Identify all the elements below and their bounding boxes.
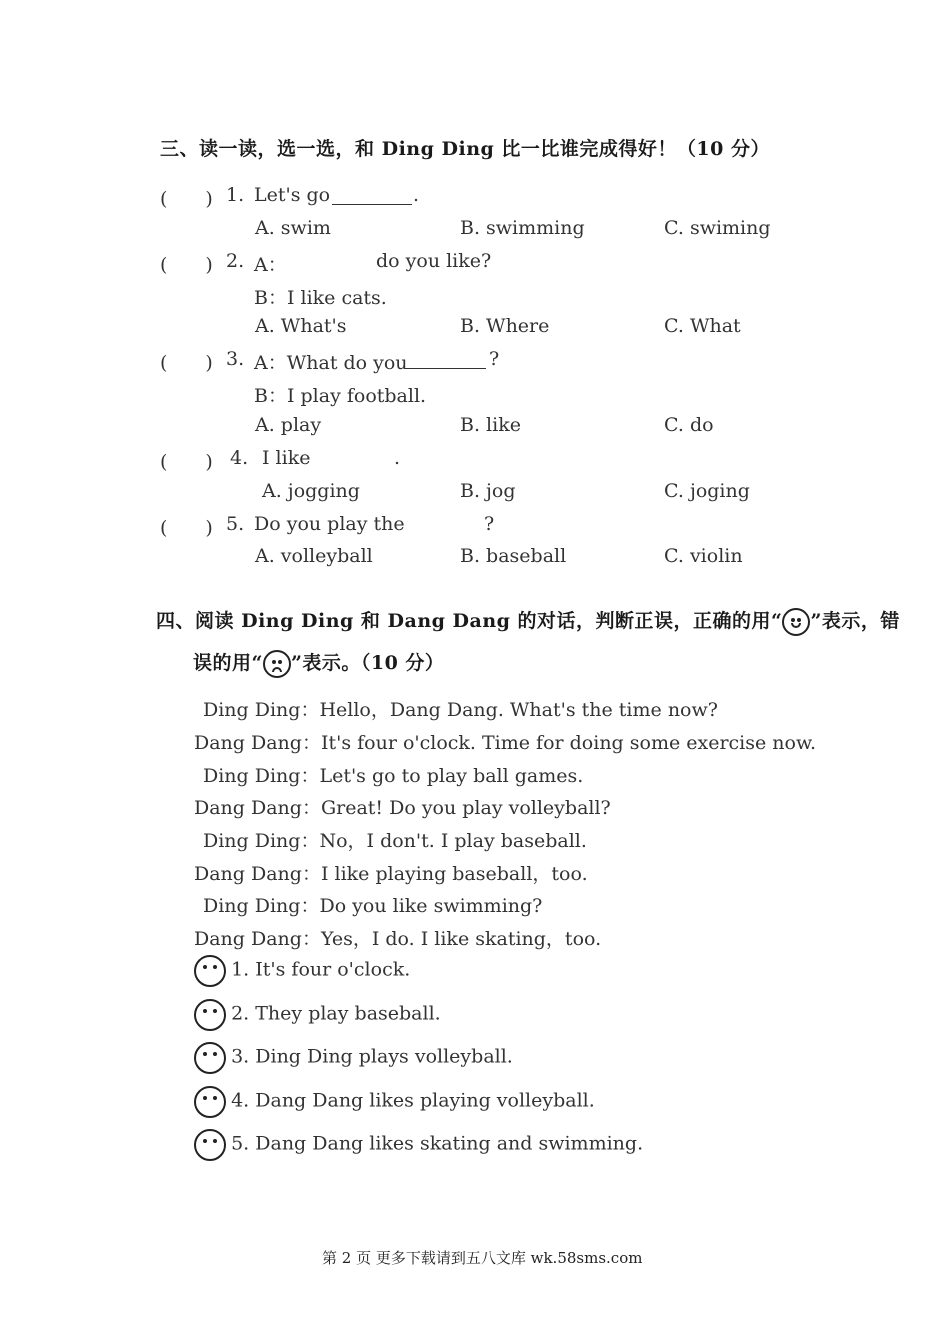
statement-row	[194, 999, 441, 1031]
statement-row	[194, 1129, 643, 1161]
answer-face-icon[interactable]	[194, 999, 226, 1031]
section-4-title-line-2	[193, 648, 444, 678]
statement-text: 1. It's four o'clock.	[231, 958, 411, 981]
dialogue-line: Ding Ding：No，I don't. I play baseball.	[203, 830, 587, 852]
statement-row	[194, 1086, 595, 1118]
question-number: 1.	[226, 184, 245, 206]
answer-paren[interactable]: ( )	[160, 254, 213, 276]
section-4-title-line-1	[156, 606, 900, 636]
answer-face-icon[interactable]	[194, 1042, 226, 1074]
dialogue-line: Dang Dang：I like playing baseball，too.	[194, 863, 588, 885]
question-number: 5.	[226, 513, 245, 535]
smiley-face-icon	[782, 608, 810, 636]
option-c[interactable]: C. What	[664, 315, 741, 337]
dialogue-line: Ding Ding：Let's go to play ball games.	[203, 765, 584, 787]
dialogue-line: Ding Ding：Do you like swimming?	[203, 895, 543, 917]
statement-row	[194, 955, 410, 987]
statement-text: 5. Dang Dang likes skating and swimming.	[231, 1132, 644, 1155]
question-number: 3.	[226, 348, 245, 370]
question-number: 4.	[230, 447, 249, 469]
sad-face-icon	[263, 650, 291, 678]
question-stem: A：	[254, 254, 287, 276]
option-b[interactable]: B. swimming	[460, 217, 585, 239]
section-4-title-part-d: ”表示。（10 分）	[290, 652, 445, 674]
option-b[interactable]: B. like	[460, 414, 521, 436]
option-c[interactable]: C. swiming	[664, 217, 771, 239]
question-line-2: B：I like cats.	[254, 287, 387, 309]
statement-row	[194, 1042, 513, 1074]
answer-paren[interactable]: ( )	[160, 451, 213, 473]
question-stem: A：What do you	[254, 352, 408, 374]
statement-text: 4. Dang Dang likes playing volleyball.	[231, 1089, 595, 1112]
dialogue-line: Dang Dang：It's four o'clock. Time for doing some exercise now.	[194, 732, 817, 754]
statement-text: 2. They play baseball.	[231, 1002, 441, 1025]
dialogue-line: Dang Dang：Yes，I do. I like skating，too.	[194, 928, 602, 950]
section-4-title-part-a: 四、阅读 Ding Ding 和 Dang Dang 的对话，判断正误，正确的用“	[156, 610, 783, 632]
option-a[interactable]: A. play	[255, 414, 322, 436]
question-tail: do you like?	[376, 250, 492, 272]
answer-paren[interactable]: ( )	[160, 188, 213, 210]
question-stem: I like	[262, 447, 311, 469]
statement-text: 3. Ding Ding plays volleyball.	[231, 1045, 513, 1068]
option-b[interactable]: B. Where	[460, 315, 550, 337]
option-a[interactable]: A. What's	[255, 315, 347, 337]
question-tail: ?	[489, 348, 500, 370]
question-tail: .	[394, 447, 401, 469]
option-b[interactable]: B. baseball	[460, 545, 567, 567]
dialogue-line: Ding Ding：Hello，Dang Dang. What's the time now?	[203, 699, 718, 721]
option-c[interactable]: C. do	[664, 414, 714, 436]
dialogue-line: Dang Dang：Great! Do you play volleyball?	[194, 797, 611, 819]
answer-face-icon[interactable]	[194, 955, 226, 987]
option-a[interactable]: A. volleyball	[255, 545, 373, 567]
answer-paren[interactable]: ( )	[160, 517, 213, 539]
question-tail: .	[413, 184, 420, 206]
page-footer: 第 2 页 更多下载请到五八文库 wk.58sms.com	[322, 1249, 643, 1267]
section-3-title: 三、读一读，选一选，和 Ding Ding 比一比谁完成得好！（10 分）	[160, 138, 770, 160]
option-b[interactable]: B. jog	[460, 480, 516, 502]
question-tail: ?	[484, 513, 495, 535]
option-c[interactable]: C. violin	[664, 545, 743, 567]
answer-face-icon[interactable]	[194, 1086, 226, 1118]
answer-paren[interactable]: ( )	[160, 352, 213, 374]
question-line-2: B：I play football.	[254, 385, 427, 407]
option-a[interactable]: A. jogging	[262, 480, 360, 502]
answer-blank[interactable]	[332, 186, 412, 205]
section-4-title-part-b: ”表示，错	[810, 610, 900, 632]
question-number: 2.	[226, 250, 245, 272]
question-stem: Do you play the	[254, 513, 405, 535]
question-stem: Let's go	[254, 184, 331, 206]
option-a[interactable]: A. swim	[255, 217, 331, 239]
answer-blank[interactable]	[406, 350, 486, 369]
option-c[interactable]: C. joging	[664, 480, 750, 502]
answer-face-icon[interactable]	[194, 1129, 226, 1161]
section-4-title-part-c: 误的用“	[193, 652, 263, 674]
